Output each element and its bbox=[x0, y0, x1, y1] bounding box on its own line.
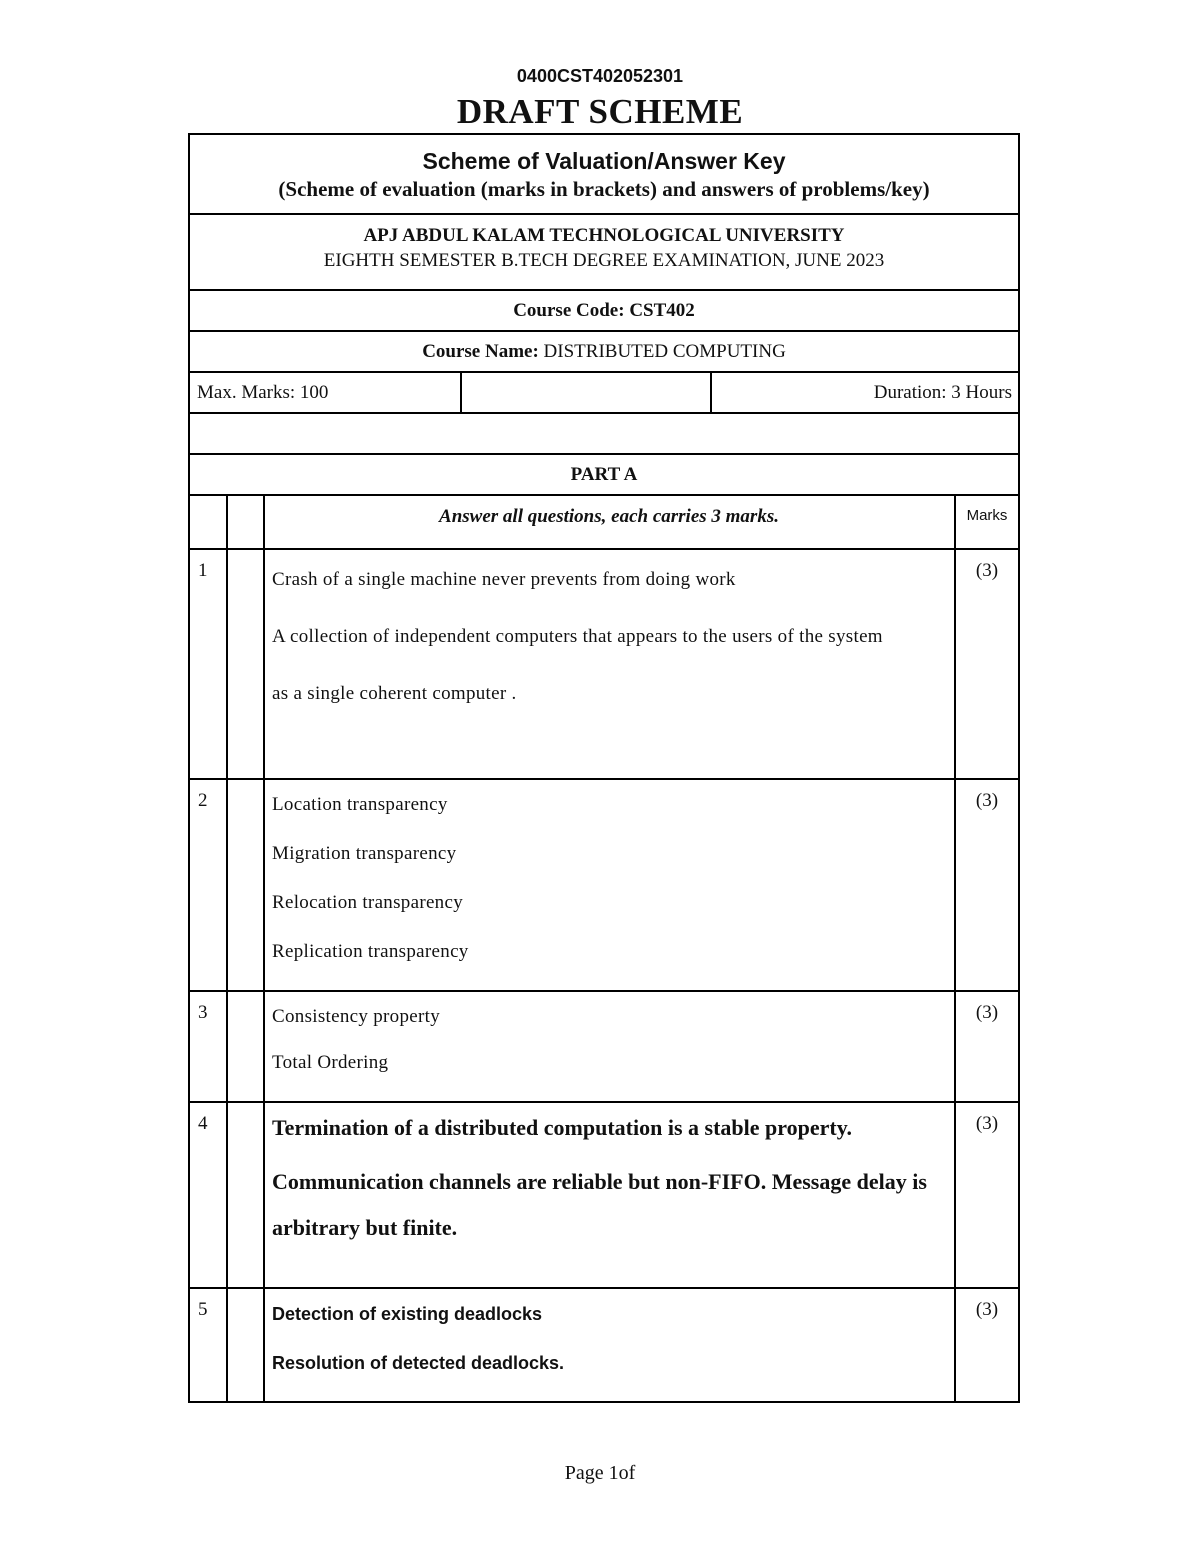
course-name: DISTRIBUTED COMPUTING bbox=[543, 341, 786, 362]
part-a-title: PART A bbox=[188, 455, 1020, 496]
university-name: APJ ABDUL KALAM TECHNOLOGICAL UNIVERSITY bbox=[363, 225, 845, 246]
question-number: 5 bbox=[190, 1289, 228, 1401]
question-marks: (3) bbox=[975, 1113, 999, 1134]
answer-line: Relocation transparency bbox=[272, 892, 464, 913]
question-sub-cell bbox=[228, 1103, 265, 1287]
answer-cell bbox=[265, 550, 956, 778]
answer-cell bbox=[265, 1289, 956, 1401]
answer-line: Location transparency bbox=[272, 794, 448, 815]
answer-line: Replication transparency bbox=[272, 941, 469, 962]
answer-cell bbox=[265, 1103, 956, 1287]
question-row-4 bbox=[188, 1103, 1020, 1289]
course-code-row bbox=[188, 291, 1020, 332]
instruction: Answer all questions, each carries 3 marks. bbox=[265, 496, 956, 548]
course-name-label: Course Name: bbox=[422, 341, 544, 362]
question-sub-cell bbox=[228, 780, 265, 990]
page-number: Page 1of bbox=[564, 1462, 636, 1484]
question-sub-cell bbox=[228, 550, 265, 778]
exam-info-row bbox=[188, 373, 1020, 414]
question-row-2 bbox=[188, 780, 1020, 992]
university-block bbox=[188, 215, 1020, 291]
course-code-label: Course Code: bbox=[513, 300, 630, 321]
answer-line: Migration transparency bbox=[272, 843, 457, 864]
question-sub-cell bbox=[228, 992, 265, 1101]
course-code: CST402 bbox=[629, 300, 695, 321]
answer-cell bbox=[265, 780, 956, 990]
scheme-table bbox=[188, 133, 1020, 1403]
sub-column-header bbox=[228, 496, 265, 548]
document-title: DRAFT SCHEME bbox=[456, 92, 744, 131]
part-a-instruction-row bbox=[188, 496, 1020, 550]
scheme-subtitle: (Scheme of evaluation (marks in brackets) and answers of problems/key) bbox=[278, 177, 930, 201]
question-row-1 bbox=[188, 550, 1020, 780]
number-column-header bbox=[190, 496, 228, 548]
question-number: 1 bbox=[190, 550, 228, 778]
answer-cell bbox=[265, 992, 956, 1101]
question-marks: (3) bbox=[975, 790, 999, 811]
question-row-3 bbox=[188, 992, 1020, 1103]
answer-line: Detection of existing deadlocks bbox=[272, 1304, 543, 1324]
course-name-row bbox=[188, 332, 1020, 373]
question-sub-cell bbox=[228, 1289, 265, 1401]
answer-line: Consistency property bbox=[272, 1006, 441, 1027]
answer-line: Termination of a distributed computation is a stable property. bbox=[272, 1115, 852, 1140]
document-code: 0400CST402052301 bbox=[516, 66, 684, 86]
scheme-title: Scheme of Valuation/Answer Key bbox=[422, 148, 786, 174]
answer-line: Resolution of detected deadlocks. bbox=[272, 1353, 565, 1373]
question-number: 4 bbox=[190, 1103, 228, 1287]
exam-name: EIGHTH SEMESTER B.TECH DEGREE EXAMINATION, JUNE 2023 bbox=[323, 250, 885, 271]
question-number: 2 bbox=[190, 780, 228, 990]
question-marks: (3) bbox=[975, 1002, 999, 1023]
question-row-5 bbox=[188, 1289, 1020, 1403]
answer-line: as a single coherent computer . bbox=[272, 683, 517, 704]
answer-line: Crash of a single machine never prevents from doing work bbox=[272, 569, 736, 590]
marks-header: Marks bbox=[966, 507, 1008, 524]
question-number: 3 bbox=[190, 992, 228, 1101]
blank-row bbox=[188, 414, 1020, 455]
exam-info-empty-cell bbox=[462, 373, 712, 412]
max-marks: Max. Marks: 100 bbox=[190, 373, 462, 412]
duration: Duration: 3 Hours bbox=[873, 382, 1012, 403]
answer-line: Communication channels are reliable but non-FIFO. Message delay is arbitrary but finite. bbox=[272, 1169, 927, 1240]
scheme-header bbox=[188, 133, 1020, 215]
question-marks: (3) bbox=[975, 560, 999, 581]
answer-line: Total Ordering bbox=[272, 1052, 389, 1073]
question-marks: (3) bbox=[975, 1299, 999, 1320]
answer-line: A collection of independent computers that appears to the users of the system bbox=[272, 626, 883, 647]
